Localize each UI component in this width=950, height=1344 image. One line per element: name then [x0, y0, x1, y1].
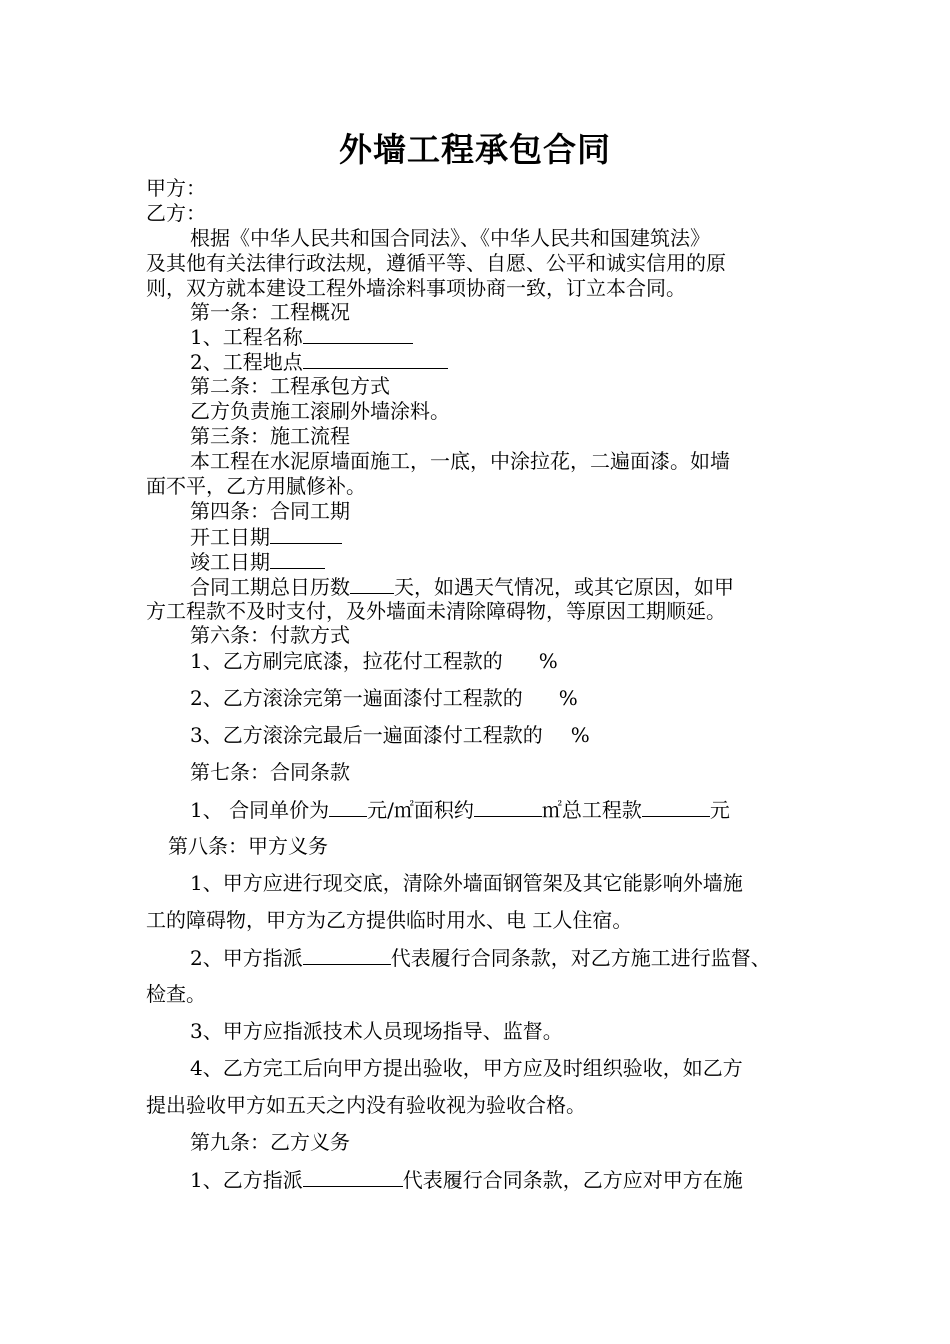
party-a-duty-1-line-1: 1、甲方应进行现交底，清除外墙面钢管架及其它能影响外墙施 [190, 871, 743, 895]
payment-item-3 [190, 722, 590, 748]
payment-item-1 [190, 648, 558, 674]
project-location-label: 2、工程地点 [190, 350, 303, 374]
unit-price-label: 1、 合同单价为 [190, 798, 330, 822]
payment-item-2-text: 2、乙方滚涂完第一遍面漆付工程款的 [190, 686, 523, 710]
article-3-text-1: 本工程在水泥原墙面施工，一底，中涂拉花，二遍面漆。如墙 [190, 449, 730, 473]
area-blank [474, 796, 542, 817]
project-location-blank [303, 348, 448, 369]
percent-sign: % [538, 649, 558, 673]
project-name-label: 1、工程名称 [190, 325, 303, 349]
duration-label: 合同工期总日历数 [190, 575, 350, 599]
article-3-text-2: 面不平，乙方用腻修补。 [146, 474, 366, 498]
currency-label: 元 [709, 798, 730, 822]
party-a-duty-3: 3、甲方应指派技术人员现场指导、监督。 [190, 1019, 563, 1043]
article-3-heading: 第三条：施工流程 [190, 424, 350, 448]
duration-blank [350, 573, 394, 594]
party-b-duty-1-label: 1、乙方指派 [190, 1168, 303, 1192]
preamble-line-2: 及其他有关法律行政法规，遵循平等、自愿、公平和诚实信用的原 [146, 251, 726, 275]
party-b-label: 乙方： [146, 201, 206, 225]
party-a-duty-4-line-2: 提出验收甲方如五天之内没有验收视为验收合格。 [146, 1093, 586, 1117]
party-a-duty-2-text: 代表履行合同条款，对乙方施工进行监督、 [390, 946, 771, 970]
party-a-representative-blank [303, 944, 391, 965]
duration-line-2: 方工程款不及时支付，及外墙面未清除障碍物，等原因工期顺延。 [146, 599, 726, 623]
duration-text: 天，如遇天气情况，或其它原因，如甲 [394, 575, 734, 599]
start-date-label: 开工日期 [190, 525, 270, 549]
end-date-blank [270, 548, 325, 569]
start-date-line [190, 523, 342, 550]
article-9-heading: 第九条：乙方义务 [190, 1130, 350, 1154]
percent-sign: % [570, 723, 590, 747]
percent-sign: % [558, 686, 578, 710]
party-a-duty-2-line-2: 检查。 [146, 982, 206, 1006]
area-label: 元/㎡面积约 [367, 798, 474, 822]
article-6-heading: 第六条：付款方式 [190, 623, 350, 647]
document-title: 外墙工程承包合同 [339, 130, 611, 169]
project-name-line [190, 323, 413, 350]
end-date-label: 竣工日期 [190, 550, 270, 574]
article-1-heading: 第一条：工程概况 [190, 300, 350, 324]
preamble-line-1: 根据《中华人民共和国合同法》、《中华人民共和国建筑法》 [190, 226, 710, 250]
start-date-blank [270, 523, 342, 544]
duration-line-1 [190, 573, 734, 600]
party-a-duty-2-label: 2、甲方指派 [190, 946, 303, 970]
unit-price-blank [329, 796, 367, 817]
payment-item-1-text: 1、乙方刷完底漆，拉花付工程款的 [190, 649, 503, 673]
party-a-label: 甲方： [146, 176, 206, 200]
preamble-line-3: 则，双方就本建设工程外墙涂料事项协商一致，订立本合同。 [146, 276, 686, 300]
payment-item-2 [190, 685, 578, 711]
party-a-duty-4-line-1: 4、乙方完工后向甲方提出验收，甲方应及时组织验收，如乙方 [190, 1056, 743, 1080]
party-a-duty-2-line-1 [190, 944, 771, 971]
project-name-blank [303, 323, 413, 344]
party-b-duty-1-line-1 [190, 1166, 743, 1193]
party-a-duty-1-line-2: 工的障碍物，甲方为乙方提供临时用水、电 工人住宿。 [146, 908, 633, 932]
party-b-duty-1-text: 代表履行合同条款，乙方应对甲方在施 [402, 1168, 743, 1192]
end-date-line [190, 548, 325, 575]
article-8-heading: 第八条：甲方义务 [168, 834, 328, 858]
contract-price-line [190, 796, 730, 823]
total-blank [642, 796, 710, 817]
total-label: ㎡总工程款 [541, 798, 642, 822]
article-7-heading: 第七条：合同条款 [190, 760, 350, 784]
article-2-text: 乙方负责施工滚刷外墙涂料。 [190, 399, 450, 423]
project-location-line [190, 348, 448, 375]
payment-item-3-text: 3、乙方滚涂完最后一遍面漆付工程款的 [190, 723, 543, 747]
party-b-representative-blank [303, 1166, 403, 1187]
article-4-heading: 第四条：合同工期 [190, 499, 350, 523]
article-2-heading: 第二条：工程承包方式 [190, 374, 390, 398]
